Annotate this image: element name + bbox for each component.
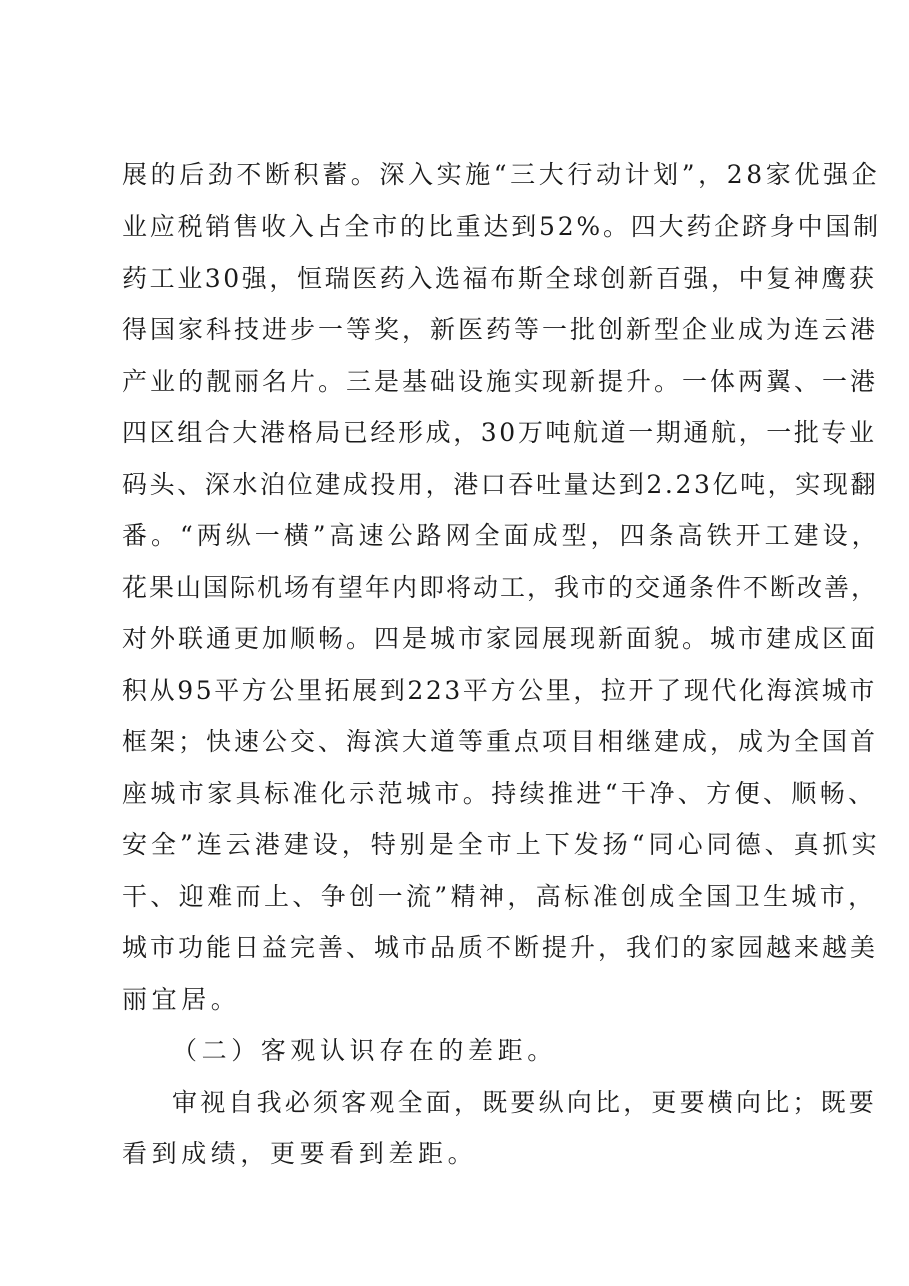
paragraph-1-line-17: 丽宜居。 [122, 985, 241, 1014]
paragraph-1-line-16: 城市功能日益完善、城市品质不断提升，我们的家园越来越美 [122, 933, 879, 962]
paragraph-1-line-14: 安全”连云港建设，特别是全市上下发扬“同心同德、真抓实 [122, 830, 881, 859]
paragraph-2-line-1: 审视自我必须客观全面，既要纵向比，更要横向比；既要 [172, 1088, 878, 1117]
paragraph-1-line-6: 四区组合大港格局已经形成，30万吨航道一期通航，一批专业 [122, 418, 877, 447]
paragraph-1-line-11: 积从95平方公里拓展到223平方公里，拉开了现代化海滨城市 [122, 676, 877, 705]
paragraph-1-line-15: 干、迎难而上、争创一流”精神，高标准创成全国卫生城市， [122, 882, 877, 911]
section-heading: （二）客观认识存在的差距。 [172, 1036, 557, 1065]
paragraph-1-line-5: 产业的靓丽名片。三是基础设施实现新提升。一体两翼、一港 [122, 367, 879, 396]
paragraph-1-line-8: 番。“两纵一横”高速公路网全面成型，四条高铁开工建设， [122, 521, 881, 550]
paragraph-1-line-3: 药工业30强，恒瑞医药入选福布斯全球创新百强，中复神鹰获 [122, 264, 877, 293]
paragraph-1-line-7: 码头、深水泊位建成投用，港口吞吐量达到2.23亿吨，实现翻 [122, 470, 879, 499]
paragraph-2-line-2: 看到成绩，更要看到差距。 [122, 1139, 478, 1168]
paragraph-1-line-10: 对外联通更加顺畅。四是城市家园展现新面貌。城市建成区面 [122, 624, 879, 653]
paragraph-1-line-9: 花果山国际机场有望年内即将动工，我市的交通条件不断改善， [122, 573, 879, 602]
paragraph-1-line-1: 展的后劲不断积蓄。深入实施“三大行动计划”，28家优强企 [122, 160, 881, 189]
paragraph-1-line-12: 框架；快速公交、海滨大道等重点项目相继建成，成为全国首 [122, 727, 879, 756]
paragraph-1-line-4: 得国家科技进步一等奖，新医药等一批创新型企业成为连云港 [122, 315, 879, 344]
paragraph-1-line-13: 座城市家具标准化示范城市。持续推进“干净、方便、顺畅、 [122, 779, 877, 808]
paragraph-1-line-2: 业应税销售收入占全市的比重达到52%。四大药企跻身中国制 [122, 212, 881, 241]
